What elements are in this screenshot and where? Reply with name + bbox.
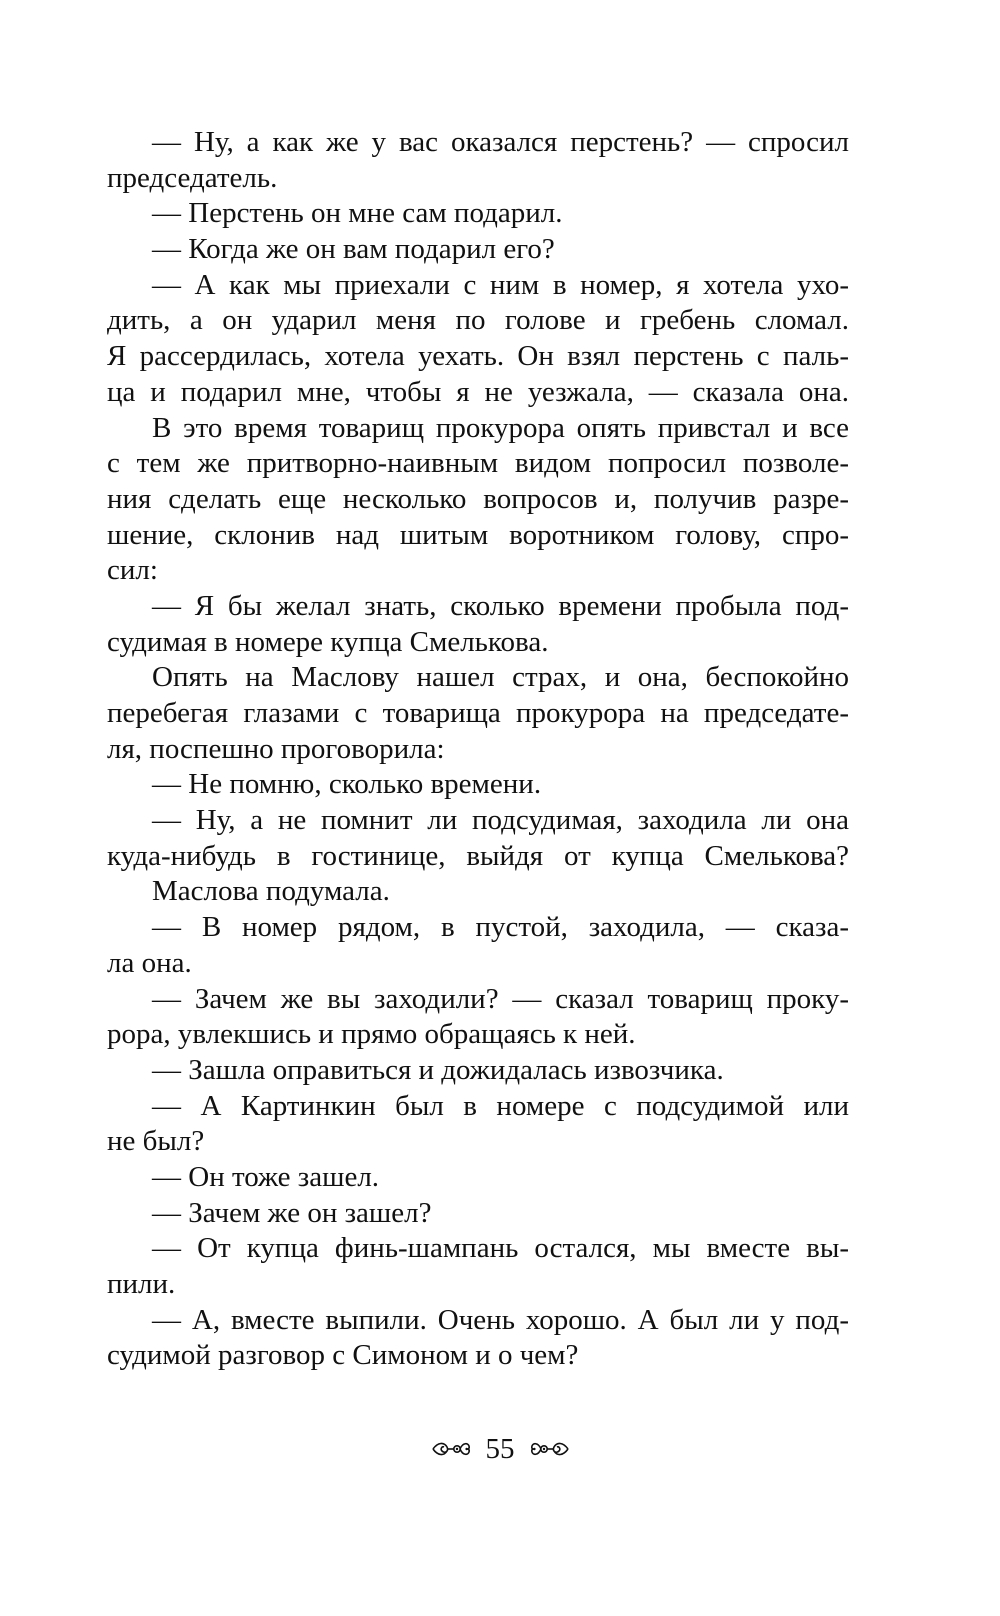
right-scroll-ornament-icon [529,1436,571,1462]
text-line: — От купца финь-шампань остался, мы вместе вы- [152,1232,849,1265]
text-line: В это время товарищ прокурора опять привстал и все [152,411,849,444]
left-scroll-ornament-icon [430,1436,472,1462]
text-line: — Перстень он мне сам подарил. [152,197,563,230]
text-line: судимой разговор с Симоном и о чем? [107,1339,579,1372]
text-line: ца и подарил мне, чтобы я не уезжала, — сказала она. [107,375,849,408]
page-footer [0,1427,1000,1471]
text-line: Я рассердилась, хотела уехать. Он взял перстень с паль- [107,340,849,373]
text-line: — Зашла оправиться и дожидалась извозчика. [152,1053,724,1086]
text-line: — Ну, а как же у вас оказался перстень? — спросил [152,126,849,158]
text-line: Маслова подумала. [152,875,390,908]
text-line: — Когда же он вам подарил его? [152,233,555,266]
text-line: рора, увлекшись и прямо обращаясь к ней. [107,1018,636,1051]
text-line: перебегая глазами с товарища прокурора на председате- [107,697,849,729]
text-line: ния сделать еще несколько вопросов и, получив разре- [107,482,849,515]
body-text [107,125,849,1374]
text-line: ла она. [107,946,192,979]
text-line: пили. [107,1268,176,1300]
text-line: — А Картинкин был в номере с подсудимой или [152,1089,849,1122]
text-line: шение, склонив над шитым воротником голову, спро- [107,518,849,551]
text-line: — Я бы желал знать, сколько времени пробыла под- [152,589,849,622]
text-line: — А, вместе выпили. Очень хорошо. А был ли у под- [152,1303,849,1336]
text-line: дить, а он ударил меня по голове и гребень сломал. [107,304,849,337]
text-line: куда-нибудь в гостинице, выйдя от купца Смелькова? [107,839,849,872]
text-line: — Он тоже зашел. [152,1160,380,1193]
text-line: с тем же притворно-наивным видом попросил позволе- [107,447,849,480]
text-line: — А как мы приехали с ним в номер, я хотела ухо- [152,268,849,301]
text-line: Опять на Маслову нашел страх, и она, беспокойно [152,661,849,694]
page-number: 55 [485,1433,515,1465]
text-line: ля, поспешно проговорила: [107,732,445,765]
text-line: председатель. [107,161,278,194]
text-line: — Зачем же вы заходили? — сказал товарищ проку- [152,982,849,1015]
text-line: — В номер рядом, в пустой, заходила, — сказа- [152,911,849,944]
text-line: — Зачем же он зашел? [152,1196,432,1229]
text-line: судимая в номере купца Смелькова. [107,625,549,658]
text-line: не был? [107,1125,205,1158]
text-line: сил: [107,554,158,587]
text-line: — Не помню, сколько времени. [152,768,542,801]
text-line: — Ну, а не помнит ли подсудимая, заходила ли она [152,804,849,837]
